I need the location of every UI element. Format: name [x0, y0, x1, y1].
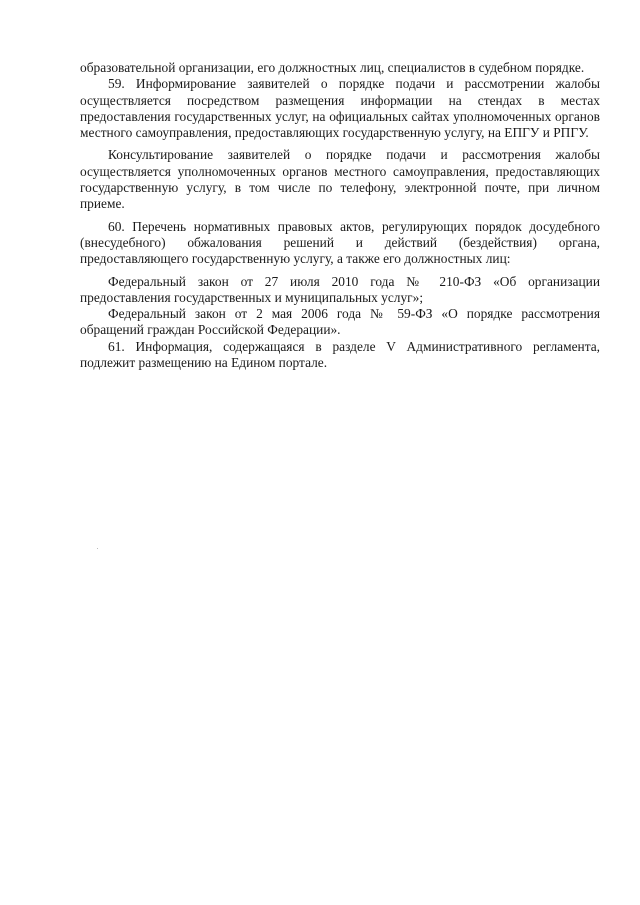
paragraph-consultation: Консультирование заявителей о порядке подачи и рассмотрения жалобы осуществляется уполномоченных органов местного самоуправления, предоставляющих государственную услугу, в том числе по телефону, электронной почте, при личном приеме.	[80, 147, 600, 212]
scan-speck	[97, 548, 98, 549]
paragraph-continuation: образовательной организации, его должностных лиц, специалистов в судебном порядке.	[80, 60, 585, 75]
document-page	[80, 60, 600, 371]
paragraph-60: 60. Перечень нормативных правовых актов, регулирующих порядок досудебного (внесудебного) обжалования решений и действий (бездействия) органа, предоставляющего государственную услугу, а также его должностных лиц:	[80, 218, 600, 267]
paragraph-law-210: Федеральный закон от 27 июля 2010 года № 210-ФЗ «Об организации предоставления государственных и муниципальных услуг»;	[80, 273, 600, 305]
paragraph-61: 61. Информация, содержащаяся в разделе V Административного регламента, подлежит размещению на Едином портале.	[80, 338, 600, 371]
paragraph-law-59: Федеральный закон от 2 мая 2006 года № 59-ФЗ «О порядке рассмотрения обращений граждан Российской Федерации».	[80, 306, 600, 338]
paragraph-59: 59. Информирование заявителей о порядке подачи и рассмотрении жалобы осуществляется посредством размещения информации на стендах в местах предоставления государственных услуг, на официальных сайтах уполномоченных органов местного самоуправления, предоставляющих государственную услугу, на ЕПГУ и РПГУ.	[80, 76, 600, 141]
